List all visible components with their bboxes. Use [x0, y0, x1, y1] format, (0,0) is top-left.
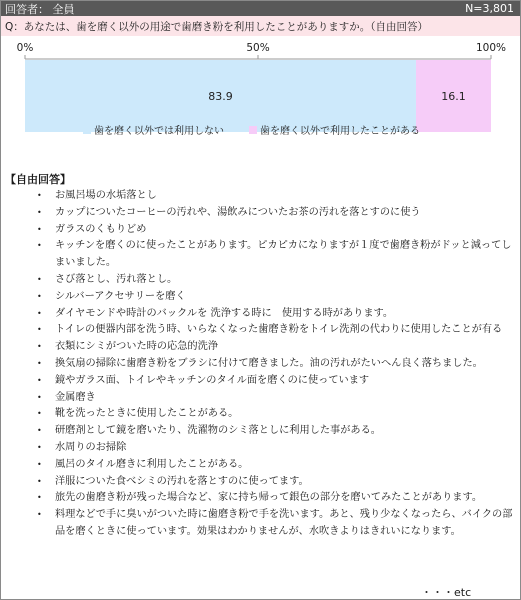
free-answer-item: • トイレの便器内部を洗う時、いらなくなった歯磨き粉をトイレ洗剤の代わりに使用したことが有る [35, 322, 515, 339]
free-answer-item: • カップについたコーヒーの汚れや、湯飲みについたお茶の汚れを落とすのに使う [35, 205, 515, 222]
free-answer-item: • さび落とし、汚れ落とし。 [35, 272, 515, 289]
free-answer-item: • 換気扇の掃除に歯磨き粉をブラシに付けて磨きました。油の汚れがたいへん良く落ちました。 [35, 356, 515, 373]
free-answer-item: • ガラスのくもりどめ [35, 222, 515, 239]
respondent-label: 回答者： 全員 [5, 2, 75, 16]
free-answer-item: • 洋服についた食べシミの汚れを落とすのに使ってます。 [35, 474, 515, 491]
free-answers-list [35, 188, 515, 541]
free-answer-item: • ダイヤモンドや時計のバックルを 洗浄する時に 使用する時があります。 [35, 306, 515, 323]
stacked-bar-chart [1, 37, 520, 147]
free-answer-item: • 研磨剤として鏡を磨いたり、洗濯物のシミ落としに利用した事がある。 [35, 423, 515, 440]
free-answer-item: • 衣類にシミがついた時の応急的洗浄 [35, 339, 515, 356]
free-answer-item: • 料理などで手に臭いがついた時に歯磨き粉で手を洗います。あと、残り少なくなったら、バイクの部品を磨くときに使っています。効果はわかりませんが、水吹きよりはきれいになります。 [35, 507, 515, 541]
free-answer-item: • 風呂のタイル磨きに利用したことがある。 [35, 457, 515, 474]
question-text: Q：あなたは、歯を磨く以外の用途で歯磨き粉を利用したことがありますか。（自由回答） [1, 16, 520, 36]
axis-tick-label: 0% [16, 42, 34, 54]
axis-tick-label: 50% [246, 42, 270, 54]
free-answer-item: • 靴を洗ったときに使用したことがある。 [35, 406, 515, 423]
free-answer-item: • 水周りのお掃除 [35, 440, 515, 457]
free-answer-item: • 鏡やガラス面、トイレやキッチンのタイル面を磨くのに使っています [35, 373, 515, 390]
etc-note: ・・・etc [421, 586, 472, 599]
free-answers-title: 【自由回答】 [5, 173, 71, 186]
free-answer-item: • キッチンを磨くのに使ったことがあります。ピカピカになりますが１度で歯磨き粉がドッと減ってしまいました。 [35, 238, 515, 272]
free-answer-item: • お風呂場の水垢落とし [35, 188, 515, 205]
bar-data-label: 83.9 [208, 90, 233, 103]
free-answer-item: • 旅先の歯磨き粉が残った場合など、家に持ち帰って銀色の部分を磨いてみたことがあります。 [35, 490, 515, 507]
free-answer-item: • 金属磨き [35, 390, 515, 407]
respondent-header [1, 1, 520, 16]
free-answer-item: • シルバーアクセサリーを磨く [35, 289, 515, 306]
legend-swatch [249, 126, 257, 134]
legend-label: 歯を磨く以外では利用しない [94, 126, 224, 137]
legend-swatch [83, 126, 91, 134]
axis-tick-label: 100% [475, 42, 507, 54]
sample-size: N=3,801 [465, 2, 514, 15]
bar-data-label: 16.1 [441, 90, 466, 103]
legend-label: 歯を磨く以外で利用したことがある [260, 126, 420, 137]
